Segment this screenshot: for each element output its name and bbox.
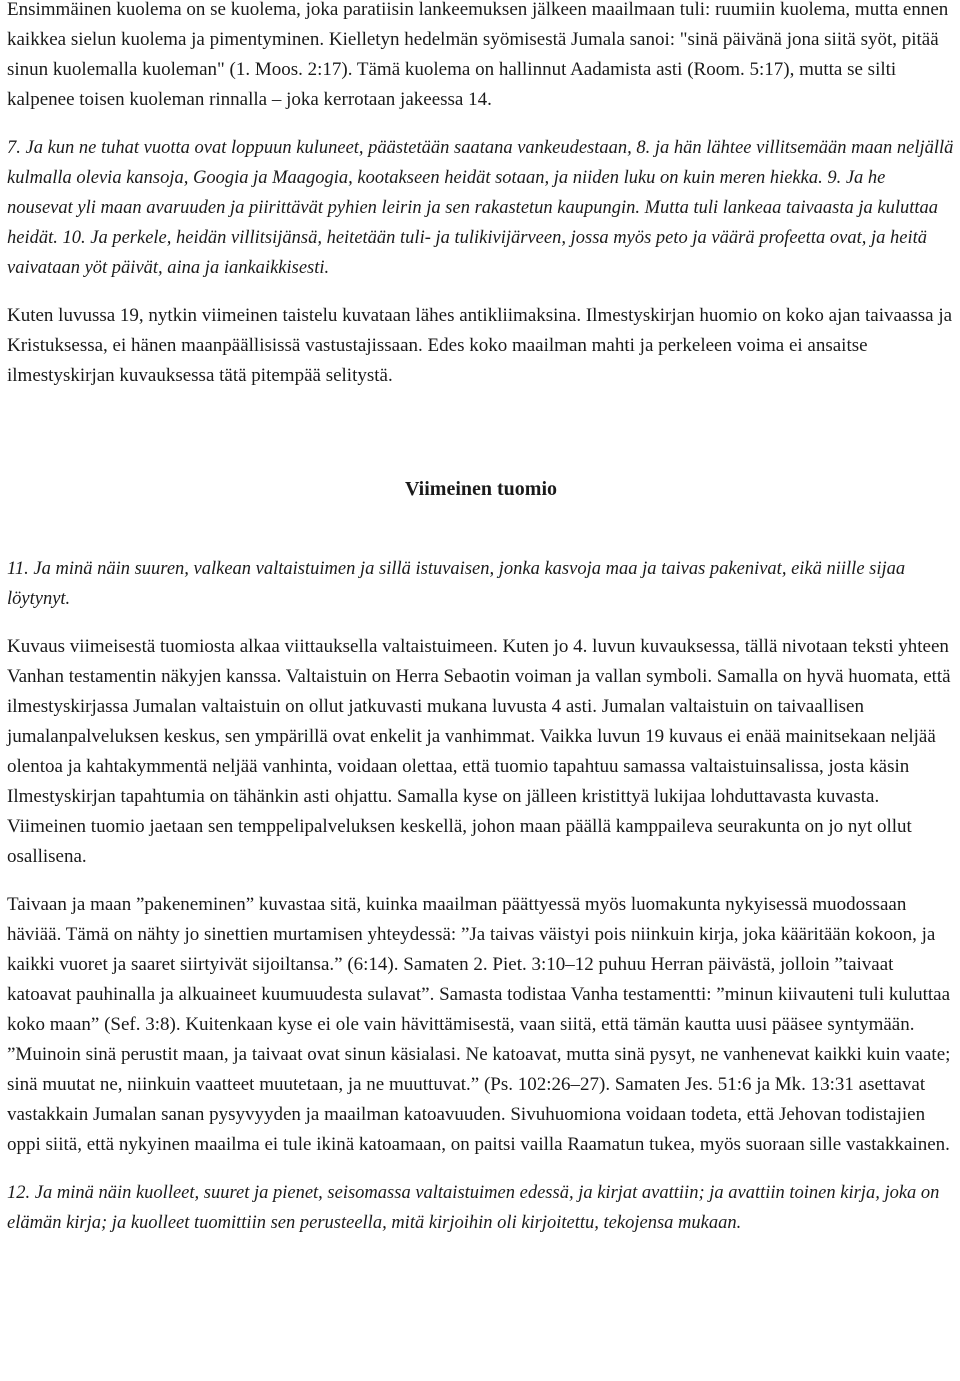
section-heading: Viimeinen tuomio: [404, 478, 558, 500]
paragraph-first-death: Ensimmäinen kuolema on se kuolema, joka paratiisin lankeemuksen jälkeen maailmaan tuli: ruumiin kuolema, mutta ennen kaikkea sielun kuolema ja pimentyminen. Kielletyn hedelmän syömisestä Jumala sanoi: "sinä päivänä jona siitä syöt, pitää sinun kuolemalla kuoleman" (1. Moos. 2:17). Tämä kuolema on hallinnut Aadamista asti (Room. 5:17), mutta se silti kalpenee toisen kuoleman rinnalla – joka kerrotaan jakeessa 14.: [7, 0, 949, 110]
scripture-verse-11: 11. Ja minä näin suuren, valkean valtaistuimen ja sillä istuvaisen, jonka kasvoja maa ja taivas pakenivat, eikä niille sijaa löytynyt.: [7, 559, 906, 609]
paragraph-final-battle: Kuten luvussa 19, nytkin viimeinen taistelu kuvataan lähes antikliimaksina. Ilmestyskirjan huomio on koko ajan taivaassa ja Kristuksessa, ei hänen maanpäällisissä vastustajissaan. Edes koko maailman mahti ja perkeleen voima ei ansaitse ilmestyskirjan kuvauksessa tätä pitempää selitystä.: [7, 305, 953, 386]
scripture-verses-7-10: 7. Ja kun ne tuhat vuotta ovat loppuun kuluneet, päästetään saatana vankeudestaan, 8. ja hän lähtee villitsemään maan neljällä kulmalla olevia kansoja, Googia ja Maagogia, kootakseen heidät sotaan, ja niiden luku on kuin meren hiekka. 9. Ja he nousevat yli maan avaruuden ja piirittävät pyhien leirin ja sen rakastetun kaupungin. Mutta tuli lankeaa taivaasta ja kuluttaa heidät. 10. Ja perkele, heidän villitsijänsä, heitetään tuli- ja tulikivijärveen, jossa myös peto ja väärä profeetta ovat, ja heitä vaivataan yöt päivät, aina ja iankaikkisesti.: [7, 138, 954, 278]
paragraph-heaven-earth-fleeing: Taivaan ja maan ”pakeneminen” kuvastaa sitä, kuinka maailman päättyessä myös luomakunta nykyisessä muodossaan häviää. Tämä on nähty jo sinettien murtamisen yhteydessä: ”Ja taivas väistyi pois niinkuin kirja, joka kääritään kokoon, ja kaikki vuoret ja saaret siirtyivät sijoiltansa.” (6:14). Samaten 2. Piet. 3:10–12 puhuu Herran päivästä, jolloin ”taivaat katoavat pauhinalla ja alkuaineet kuumuudesta sulavat”. Samasta todistaa Vanha testamentti: ”minun kiivauteni tuli kuluttaa koko maan” (Sef. 3:8). Kuitenkaan kyse ei ole vain hävittämisestä, vaan siitä, että tämän kautta uusi pääsee syntymään. ”Muinoin sinä perustit maan, ja taivaat ovat sinun käsialasi. Ne katoavat, mutta sinä pysyt, ne vanhenevat kaikki kuin vaate; sinä muutat ne, niinkuin vaatteet muutetaan, ja ne muuttuvat.” (Ps. 102:26–27). Samaten Jes. 51:6 ja Mk. 13:31 asettavat vastakkain Jumalan sanan pysyvyyden ja maailman katoavuuden. Sivuhuomiona voidaan todeta, että Jehovan todistajien oppi siitä, että nykyinen maailma ei tule ikinä katoamaan, on paitsi vailla Raamatun tukea, myös suoraan sille vastakkainen.: [7, 894, 951, 1155]
document-page: [7, 0, 955, 1238]
paragraph-throne: Kuvaus viimeisestä tuomiosta alkaa viittauksella valtaistuimeen. Kuten jo 4. luvun kuvauksessa, tällä nivotaan teksti yhteen Vanhan testamentin näkyjen kanssa. Valtaistuin on Herra Sebaotin voiman ja vallan symboli. Samalla on hyvä huomata, että ilmestyskirjassa Jumalan valtaistuin on ollut jatkuvasti mukana luvusta 4 asti. Jumalan valtaistuin on taivaallisen jumalanpalveluksen keskus, sen ympärillä ovat enkelit ja vanhimmat. Vaikka luvun 19 kuvaus ei enää mainitsekaan neljää olentoa ja kahtakymmentä neljää vanhinta, voidaan olettaa, että tuomio tapahtuu samassa valtaistuinsalissa, josta käsin Ilmestyskirjan tapahtumia on tähänkin asti ohjattu. Samalla kyse on jälleen kristittyä lukijaa lohduttavasta kuvasta. Viimeinen tuomio jaetaan sen temppelipalveluksen keskellä, johon maan päällä kamppaileva seurakunta on jo nyt ollut osallisena.: [7, 636, 951, 867]
scripture-verse-12: 12. Ja minä näin kuolleet, suuret ja pienet, seisomassa valtaistuimen edessä, ja kirjat avattiin; ja avattiin toinen kirja, joka on elämän kirja; ja kuolleet tuomittiin sen perusteella, mitä kirjoihin oli kirjoitettu, tekojensa mukaan.: [7, 1183, 940, 1233]
